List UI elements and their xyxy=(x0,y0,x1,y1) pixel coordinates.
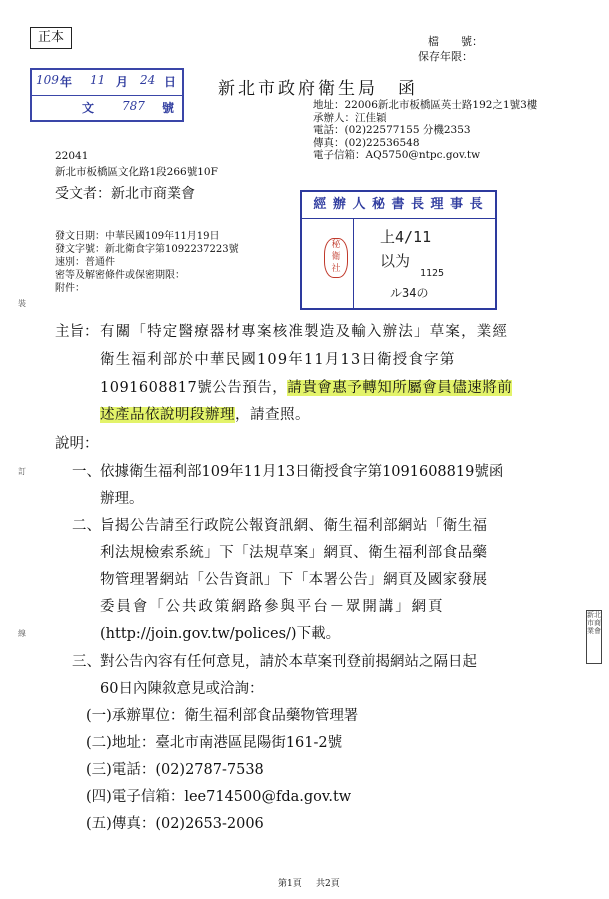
binding-mark-2: 訂 xyxy=(18,467,26,476)
contact-address: 地址：22006新北市板橋區英士路192之1號3樓 xyxy=(313,99,538,111)
received-wen: 文 xyxy=(82,101,95,115)
item-2-line-1: 旨揭公告請至行政院公報資訊網、衛生福利部網站「衛生福 xyxy=(100,518,488,534)
received-year-unit: 年 xyxy=(60,75,73,89)
item-2-line-2: 利法規檢索系統」下「法規草案」網頁、衛生福利部食品藥 xyxy=(100,545,488,561)
issue-date: 發文日期：中華民國109年11月19日 xyxy=(55,231,220,242)
item-1-number: 一、 xyxy=(72,464,101,480)
attachments: 附件： xyxy=(55,283,85,294)
item-2-line-4: 委員會「公共政策網路參與平台－眾開講」網頁 xyxy=(100,599,445,615)
original-copy-stamp: 正本 xyxy=(30,27,72,49)
file-number-label: 檔 號： xyxy=(428,35,483,48)
retention-label: 保存年限： xyxy=(418,50,473,63)
received-date-stamp xyxy=(30,68,184,122)
subject-line-1: 有關「特定醫療器材專案核准製造及輸入辦法」草案，業經 xyxy=(100,324,509,340)
document-number: 發文字號：新北衛食字第1092237223號 xyxy=(55,244,239,255)
contact-fax: 傳真：(02)22536548 xyxy=(313,137,420,149)
seal-char-1: 秘 xyxy=(331,240,341,250)
sub-item-3: (三)電話：(02)2787-7538 xyxy=(86,762,264,778)
sub-item-5: (五)傳真：(02)2653-2006 xyxy=(86,816,264,832)
sub-item-1: (一)承辦單位：衛生福利部食品藥物管理署 xyxy=(86,708,359,724)
item-3-line-2: 60日內陳敘意見或洽詢： xyxy=(100,681,264,697)
signature-2: 以为 xyxy=(380,252,411,270)
sub-item-2: (二)地址：臺北市南港區昆陽街161-2號 xyxy=(86,735,343,751)
confidentiality: 密等及解密條件或保密期限： xyxy=(55,270,185,281)
item-3-line-1: 對公告內容有任何意見，請於本草案刊登前揭網站之隔日起 xyxy=(100,654,477,670)
received-month-unit: 月 xyxy=(116,75,129,89)
item-2-number: 二、 xyxy=(72,518,101,534)
subject-line-3 xyxy=(100,376,512,397)
received-year: 109 xyxy=(36,73,59,87)
item-2-line-3: 物管理署網站「公告資訊」下「本署公告」網頁及國家發展 xyxy=(100,572,488,588)
approval-header: 經 辦 人 秘 書 長 理 事 長 xyxy=(302,192,495,219)
explanation-label: 說明： xyxy=(55,436,99,452)
seal-char-3: 社 xyxy=(331,264,341,274)
contact-person: 承辦人：江佳穎 xyxy=(313,112,387,124)
subject-highlight-2: 述產品依說明段辦理 xyxy=(100,407,235,423)
subject-line-4-plain: ，請查照。 xyxy=(235,407,310,423)
received-day: 24 xyxy=(140,73,156,87)
seal-char-2: 衛 xyxy=(331,252,341,262)
subject-label: 主旨： xyxy=(55,324,99,340)
footer-page: 第1頁 xyxy=(278,879,302,889)
received-hao: 號 xyxy=(162,101,175,115)
signature-4: ル34の xyxy=(390,286,429,300)
subject-line-4 xyxy=(100,403,310,424)
contact-phone: 電話：(02)22577155 分機2353 xyxy=(313,124,471,136)
binding-mark-1: 裝 xyxy=(18,299,26,308)
recipient-zip: 22041 xyxy=(55,150,89,162)
red-seal xyxy=(324,238,348,278)
document-title: 新北市政府衛生局 函 xyxy=(218,79,418,99)
received-month: 11 xyxy=(90,73,106,87)
footer-total: 共2頁 xyxy=(316,879,340,889)
item-1-line-2: 辦理。 xyxy=(100,491,144,507)
contact-email: 電子信箱：AQ5750@ntpc.gov.tw xyxy=(313,149,481,161)
item-1-line-1: 依據衛生福利部109年11月13日衛授食字第1091608819號函 xyxy=(100,464,504,480)
signature-1: 上4/11 xyxy=(380,228,432,246)
signature-3: 1125 xyxy=(420,268,445,279)
subject-highlight-1: 請貴會惠予轉知所屬會員儘速將前 xyxy=(287,380,513,396)
binding-mark-3: 線 xyxy=(18,629,26,638)
received-number: 787 xyxy=(122,99,145,113)
recipient-address: 新北市板橋區文化路1段266號10F xyxy=(55,166,218,178)
approval-divider xyxy=(353,218,354,308)
subject-line-3-plain: 1091608817號公告預告， xyxy=(100,380,288,396)
sub-item-4: (四)電子信箱：lee714500@fda.gov.tw xyxy=(86,789,352,805)
side-bar-stamp: 新北市商業會 xyxy=(586,610,602,664)
subject-line-2: 衛生福利部於中華民國109年11月13日衛授食字第 xyxy=(100,352,456,368)
item-2-url-line: (http://join.gov.tw/polices/)下載。 xyxy=(100,626,341,642)
recipient-line: 受文者：新北市商業會 xyxy=(55,186,195,202)
received-day-unit: 日 xyxy=(164,75,177,89)
speed-class: 速別：普通件 xyxy=(55,257,115,268)
item-3-number: 三、 xyxy=(72,654,101,670)
